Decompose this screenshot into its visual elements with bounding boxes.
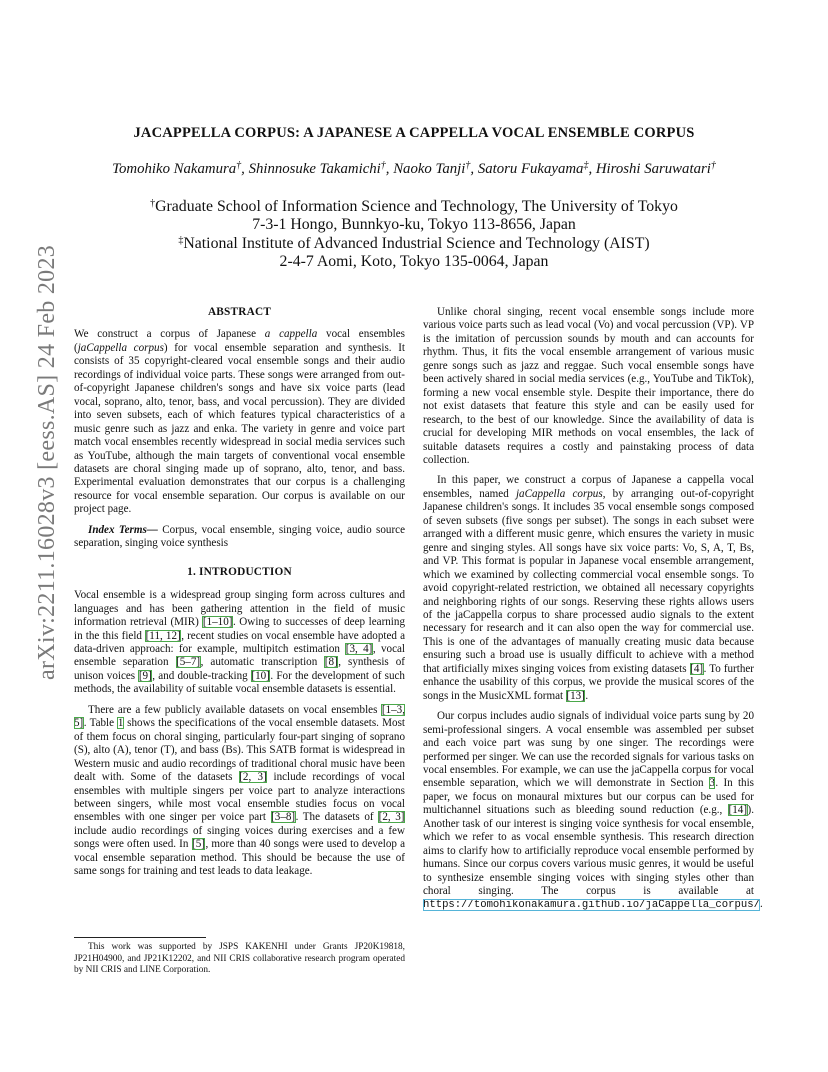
intro-paragraph-2: There are a few publicly available datasets on vocal ensembles [1–3, 5]. Table 1 shows the specifications of the vocal ensemble datasets. Most of them focus on choral singing, particularly four-part singing of soprano (S), alto (A), tenor (T), and bass (Bs). This SATB format is widespread in Western music and audio recordings of traditional choral music have been dealt with. Some of the datasets [2, 3] include recordings of vocal ensembles with multiple singers per voice part to analyze interactions between singers, while most vocal ensemble studies focus on vocal ensembles with one singer per voice part [3–8]. The datasets of [2, 3] include audio recordings of singing voices during exercises and a few songs were often used. In [5], more than 40 songs were used to develop a vocal ensemble separation method. This should be because the use of same songs for training and test leads to data leakage. (74, 703, 406, 878)
right-column (423, 306, 763, 920)
arxiv-identifier: arXiv:2211.16028v3 [eess.AS] 24 Feb 2023 (34, 244, 60, 680)
index-terms-label: Index Terms— (88, 523, 158, 536)
citation-link[interactable]: [3, 4] (345, 642, 373, 655)
affiliation-1-address: 7-3-1 Hongo, Bunnkyo-ku, Tokyo 113-8656, Japan (252, 216, 576, 234)
affiliation-mark: † (710, 160, 716, 171)
emphasis: a cappella (264, 328, 318, 341)
author-name: Hiroshi Saruwatari (595, 161, 711, 177)
affiliations (74, 198, 754, 272)
abstract-body: We construct a corpus of Japanese a cappella vocal ensembles (jaCappella corpus) for vocal ensemble separation and synthesis. It consists of 35 copyright-cleared vocal ensemble songs and their audio recordings of individual voice parts. These songs were arranged from out-of-copyright Japanese children's songs and have six voice parts (lead vocal, soprano, alto, tenor, bass, and vocal percussion). They are divided into seven subsets, each of which features typical characteristics of a music genre such as jazz and enka. The variety in genre and voice part match vocal ensembles recently widespread in social media services such as YouTube, although the main targets of conventional vocal ensemble datasets are choral singing made up of soprano, alto, tenor, and bass. Experimental evaluation demonstrates that our corpus is a challenging resource for vocal ensemble separation. Our corpus is available on our project page. (74, 328, 405, 516)
right-paragraph-2: In this paper, we construct a corpus of Japanese a cappella vocal ensembles, named jaCappella corpus, by arranging out-of-copyright Japanese children's songs. It includes 35 vocal ensemble songs composed of seven subsets (five songs per subset). The songs in each subset were arranged with a different music genre, which ensures the variety in music genre and singing styles. All songs have six voice parts: Vo, S, A, T, Bs, and VP. This format is popular in Japanese vocal ensemble arrangement, which we examined by collecting commercial vocal ensemble songs. To avoid copyright-related restriction, we obtained all necessary copyrights and neighboring rights of our songs. Reserving these rights allows users of the jaCappella corpus to share processed audio signals to the extent necessary for research and it can also open the way for commercial use. This is one of the advantages of manually creating music data because ensuring such a broad use is usually difficult to achieve with a method that artificially mixes singing voices from existing datasets [4]. To further enhance the usability of this corpus, we provide the musical scores of the songs in the MusicXML format [13]. (423, 474, 755, 702)
citation-link[interactable]: [10] (251, 669, 270, 682)
emphasis: jaCappella corpus (515, 487, 603, 500)
citation-link[interactable]: 3 (709, 777, 715, 790)
author-name: Naoko Tanji (393, 161, 466, 177)
citation-link[interactable]: 1 (117, 717, 124, 730)
author-list: Tomohiko Nakamura†, Shinnosuke Takamichi†, Naoko Tanji†, Satoru Fukayama‡, Hiroshi Saruwatari† (112, 160, 716, 177)
citation-link[interactable]: [1–10] (202, 616, 233, 629)
citation-link[interactable]: [9] (138, 669, 152, 682)
arxiv-sidebar (14, 244, 60, 680)
project-url-link[interactable]: https://tomohikonakamura.github.io/jaCappella_corpus/ (423, 899, 760, 912)
index-terms-list: Corpus, vocal ensemble, singing voice, audio source separation, singing voice synthesis (74, 523, 405, 550)
citation-link[interactable]: [1–3, 5] (74, 703, 405, 730)
affiliation-mark: † (380, 160, 386, 171)
citation-link[interactable]: [2, 3] (239, 771, 267, 784)
citation-link[interactable]: [5–7] (176, 656, 201, 669)
citation-link[interactable]: [8] (324, 656, 338, 669)
affiliation-mark: † (236, 160, 242, 171)
emphasis: jaCappella corpus (77, 341, 164, 354)
citation-link[interactable]: [5] (192, 838, 205, 851)
citation-link[interactable]: [11, 12] (145, 629, 181, 642)
funding-footnote: This work was supported by JSPS KAKENHI under Grants JP20K19818, JP21H04900, and JP21K12202, and NII CRIS collaborative research program operated by NII CRIS and LINE Corporation. (74, 942, 405, 976)
affiliation-1: †Graduate School of Information Science and Technology, The University of Tokyo (150, 198, 678, 215)
author-name: Satoru Fukayama (477, 161, 584, 177)
affiliation-mark: † (465, 160, 471, 171)
left-column (74, 306, 405, 886)
citation-link[interactable]: [14] (728, 804, 748, 817)
citation-link[interactable]: [2, 3] (378, 811, 405, 824)
index-terms (74, 524, 405, 551)
footnote-rule (74, 937, 206, 938)
intro-paragraph-1: Vocal ensemble is a widespread group singing form across cultures and languages and has been gathering attention in the field of music information retrieval (MIR) [1–10]. Owing to successes of deep learning in the this field [11, 12], recent studies on vocal ensemble have adopted a data-driven approach: for example, multipitch estimation [3, 4], vocal ensemble separation [5–7], automatic transcription [8], synthesis of unison voices [9], and double-tracking [10]. For the development of such methods, the availability of suitable vocal ensemble datasets is essential. (74, 589, 406, 696)
affiliation-2: ‡National Institute of Advanced Industrial Science and Technology (AIST) (178, 234, 650, 252)
affiliation-2-address: 2-4-7 Aomi, Koto, Tokyo 135-0064, Japan (279, 253, 549, 271)
introduction-heading: 1. INTRODUCTION (187, 565, 292, 578)
paper-title: JACAPPELLA CORPUS: A JAPANESE A CAPPELLA VOCAL ENSEMBLE CORPUS (133, 125, 695, 141)
citation-link[interactable]: [13] (566, 689, 585, 702)
affiliation-mark: ‡ (583, 160, 589, 171)
right-paragraph-3: Our corpus includes audio signals of individual voice parts sung by 20 semi-professional singers. A vocal ensemble was assembled per subset and each voice part was sung by one singer. The recordings were performed per singer. We can use the recorded signals for various tasks on vocal ensembles. For example, we can use the jaCappella corpus for vocal ensemble separation, which we will demonstrate in Section 3. In this paper, we focus on monaural mixtures but our corpus can be used for multichannel situations such as bleeding sound reduction (e.g., [14]). Another task of our interest is singing voice synthesis for vocal ensemble, which we refer to as vocal ensemble synthesis. This research direction aims to clarify how to artificially reproduce vocal ensemble performed by humans. Since our corpus covers various music genres, it would be useful to synthesize ensemble singing voices with singing styles other than choral singing. The corpus is available at https://tomohikonakamura.github.io/jaCappella_corpus/. (423, 710, 763, 912)
author-name: Shinnosuke Takamichi (248, 161, 381, 177)
author-name: Tomohiko Nakamura (112, 161, 237, 177)
right-paragraph-1: Unlike choral singing, recent vocal ensemble songs include more various voice parts such as lead vocal (Vo) and vocal percussion (VP). VP is the imitation of percussion sounds by mouth and can accounts for rhythm. Thus, it fits the vocal ensemble arrangement of various music genre songs such as jazz and reggae. Such vocal ensemble songs have been actively shared in social media services (e.g., YouTube and TikTok), forming a new vocal ensemble style. Despite their importance, there do not exist datasets that feature this style and can be easily used for research, to the best of our knowledge. Since the availability of data is crucial for developing MIR methods on vocal ensembles, the lack of suitable datasets requires a costly and painstaking process of data collection. (423, 306, 754, 466)
citation-link[interactable]: [3–8] (271, 811, 296, 824)
citation-link[interactable]: [4] (690, 662, 704, 675)
abstract-heading: ABSTRACT (207, 306, 272, 318)
